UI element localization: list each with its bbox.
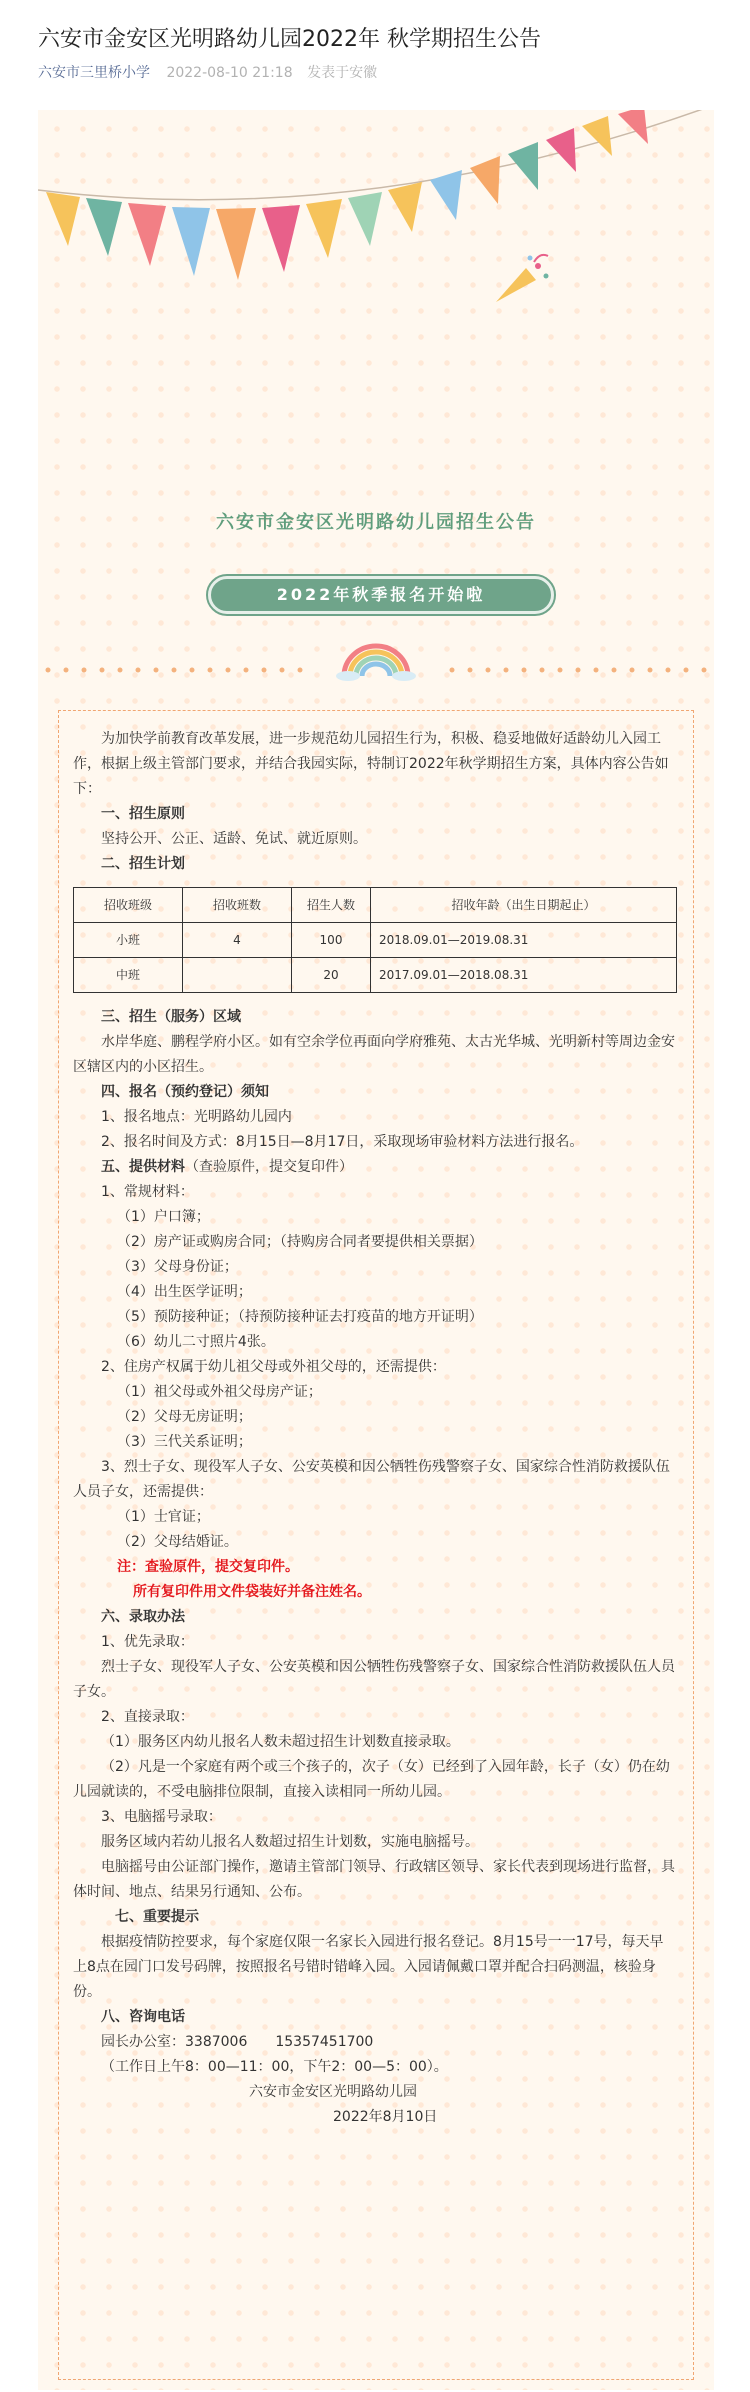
column-header: 招生人数 [292, 888, 371, 923]
list-item: （2）父母无房证明； [117, 1409, 252, 1425]
list-item: （1）祖父母或外祖父母房产证； [117, 1384, 322, 1400]
rainbow-icon [336, 642, 416, 682]
poster-card [38, 110, 714, 2390]
paragraph: 1、优先录取： [101, 1634, 194, 1650]
paragraph: 3、电脑摇号录取： [101, 1809, 222, 1825]
section-title: 四、报名（预约登记）须知 [101, 1084, 269, 1100]
table-row [74, 958, 677, 993]
list-item: （5）预防接种证；（持预防接种证去打疫苗的地方开证明） [117, 1309, 483, 1325]
article-meta [38, 62, 377, 82]
section-note: （查验原件，提交复印件） [185, 1159, 353, 1175]
section-title: 二、招生计划 [101, 856, 185, 872]
table-cell: 20 [292, 958, 371, 993]
poster-heading: 六安市金安区光明路幼儿园招生公告 [216, 512, 536, 533]
paragraph: 2、住房产权属于幼儿祖父母或外祖父母的，还需提供： [101, 1359, 446, 1375]
bunting-decoration [38, 110, 714, 350]
column-header: 招收班级 [74, 888, 183, 923]
table-cell: 中班 [74, 958, 183, 993]
column-header: 招收班数 [183, 888, 292, 923]
office-hours: （工作日上午8：00—11：00，下午2：00—5：00）。 [101, 2059, 448, 2075]
publish-location: 发表于安徽 [307, 65, 378, 81]
section-title: 五、提供材料 [101, 1159, 185, 1175]
publish-time: 2022-08-10 21:18 [166, 65, 293, 81]
intro-paragraph: 为加快学前教育改革发展，进一步规范幼儿园招生行为，积极、稳妥地做好适龄幼儿入园工作，根据上级主管部门要求，并结合我园实际，特制订2022年秋学期招生方案，具体内容公告如下： [73, 731, 669, 797]
table-cell: 2017.09.01—2018.08.31 [371, 958, 677, 993]
list-item: （2）父母结婚证。 [117, 1534, 238, 1550]
note-text: 注：查验原件，提交复印件。 [117, 1559, 299, 1575]
announcement-body [58, 710, 694, 2380]
paragraph: 水岸华庭、鹏程学府小区。如有空余学位再面向学府雅苑、太古光华城、光明新村等周边金安区辖区内的小区招生。 [73, 1034, 675, 1075]
section-title: 六、录取办法 [101, 1609, 185, 1625]
paragraph: 1、常规材料： [101, 1184, 194, 1200]
list-item: （3）三代关系证明； [117, 1434, 252, 1450]
paragraph: 烈士子女、现役军人子女、公安英模和因公牺牲伤残警察子女、国家综合性消防救援队伍人员子女。 [73, 1659, 675, 1700]
paragraph: （1）服务区内幼儿报名人数未超过招生计划数直接录取。 [101, 1734, 460, 1750]
list-item: （1）士官证； [117, 1509, 210, 1525]
list-item: （1）户口簿； [117, 1209, 210, 1225]
enrollment-plan-table [73, 887, 677, 993]
table-cell: 4 [183, 923, 292, 958]
list-item: （6）幼儿二寸照片4张。 [117, 1334, 275, 1350]
paragraph: 3、烈士子女、现役军人子女、公安英模和因公牺牲伤残警察子女、国家综合性消防救援队伍人员子女，还需提供： [73, 1459, 670, 1500]
table-cell [183, 958, 292, 993]
table-cell: 100 [292, 923, 371, 958]
section-title: 八、咨询电话 [101, 2009, 185, 2025]
section-title-row [73, 1155, 675, 1180]
table-cell: 2018.09.01—2019.08.31 [371, 923, 677, 958]
note-text: 所有复印件用文件袋装好并备注姓名。 [133, 1584, 371, 1600]
signature-date: 2022年8月10日 [333, 2109, 438, 2125]
phone-number[interactable]: 园长办公室：3387006 15357451700 [101, 2034, 374, 2050]
paragraph: 服务区域内若幼儿报名人数超过招生计划数，实施电脑摇号。 [101, 1834, 479, 1850]
account-link[interactable]: 六安市三里桥小学 [38, 65, 150, 81]
paragraph: 2、报名时间及方式：8月15日—8月17日，采取现场审验材料方法进行报名。 [101, 1134, 584, 1150]
article-title: 六安市金安区光明路幼儿园2022年 秋学期招生公告 [38, 27, 541, 52]
paragraph: 坚持公开、公正、适龄、免试、就近原则。 [101, 831, 367, 847]
list-item: （3）父母身份证； [117, 1259, 238, 1275]
paragraph: 电脑摇号由公证部门操作，邀请主管部门领导、行政辖区领导、家长代表到现场进行监督，具体时间、地点、结果另行通知、公布。 [73, 1859, 675, 1900]
section-title: 七、重要提示 [115, 1909, 199, 1925]
paragraph: 根据疫情防控要求，每个家庭仅限一名家长入园进行报名登记。8月15号一一17号，每天早上8点在园门口发号码牌，按照报名号错时错峰入园。入园请佩戴口罩并配合扫码测温，核验身份。 [73, 1934, 664, 2000]
table-row [74, 923, 677, 958]
paragraph: （2）凡是一个家庭有两个或三个孩子的，次子（女）已经到了入园年龄，长子（女）仍在幼儿园就读的，不受电脑排位限制，直接入读相同一所幼儿园。 [73, 1759, 670, 1800]
signature-name: 六安市金安区光明路幼儿园 [249, 2084, 417, 2100]
section-title: 三、招生（服务）区域 [101, 1009, 241, 1025]
table-header-row [74, 888, 677, 923]
column-header: 招收年龄（出生日期起止） [371, 888, 677, 923]
paragraph: 1、报名地点：光明路幼儿园内 [101, 1109, 292, 1125]
table-cell: 小班 [74, 923, 183, 958]
section-title: 一、招生原则 [101, 806, 185, 822]
enrollment-banner: 2022年秋季报名开始啦 [208, 576, 554, 614]
list-item: （2）房产证或购房合同；（持购房合同者要提供相关票据） [117, 1234, 483, 1250]
list-item: （4）出生医学证明； [117, 1284, 252, 1300]
paragraph: 2、直接录取： [101, 1709, 194, 1725]
